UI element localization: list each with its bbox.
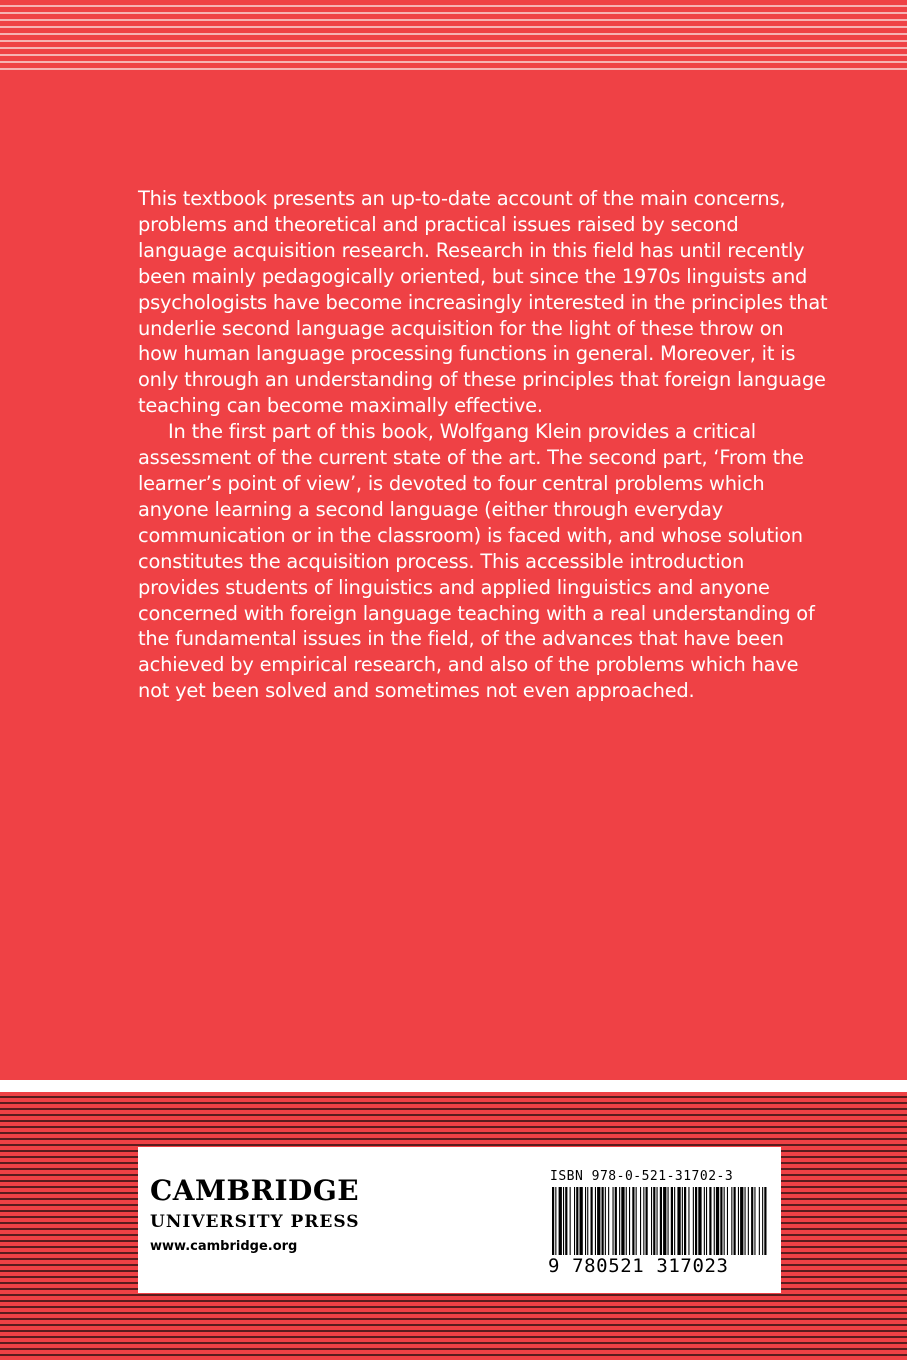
- barcode-bar: [619, 1187, 620, 1255]
- barcode-bar: [602, 1187, 604, 1255]
- barcode-bar: [762, 1187, 763, 1255]
- barcode-bar: [563, 1187, 564, 1255]
- blurb-paragraph-2: In the first part of this book, Wolfgang Klein provides a critical assessment of the current state of the art. The second part, ‘From the learner’s point of view’, is devoted to four central problems which anyone learning a second language (either through everyday communication or in the classroom) is faced with, and whose solution constitutes the acquisition process. This accessible introduction provides students of linguistics and applied linguistics and anyone concerned with foreign language teaching with a real understanding of the fundamental issues in the field, of the advances that have been achieved by empirical research, and also of the problems which have not yet been solved and sometimes not even approached.: [138, 420, 815, 703]
- barcode-bar: [621, 1187, 624, 1255]
- barcode-bar: [706, 1187, 707, 1255]
- barcode-bar: [651, 1187, 652, 1255]
- barcode-bar: [597, 1187, 600, 1255]
- barcode-bar: [632, 1187, 634, 1255]
- barcode-bar: [693, 1187, 694, 1255]
- barcode-bar: [674, 1187, 675, 1255]
- barcode-bar: [727, 1187, 728, 1255]
- barcode-bar: [615, 1187, 617, 1255]
- isbn-label: ISBN 978-0-521-31702-3: [550, 1169, 734, 1184]
- barcode-image: [550, 1187, 772, 1255]
- barcode-bar: [671, 1187, 673, 1255]
- barcode-bar: [695, 1187, 697, 1255]
- barcode-bar: [640, 1187, 641, 1255]
- barcode-bar: [646, 1187, 648, 1255]
- back-cover-blurb: [138, 186, 828, 704]
- barcode-bar: [608, 1187, 609, 1255]
- barcode-bar: [714, 1187, 715, 1255]
- barcode-bar: [660, 1187, 662, 1255]
- barcode-bar: [738, 1187, 739, 1255]
- barcode-bar: [657, 1187, 658, 1255]
- barcode-bar: [555, 1187, 556, 1255]
- barcode-bar: [698, 1187, 701, 1255]
- barcode-bar: [580, 1187, 583, 1255]
- publisher-logo-name: CAMBRIDGE: [150, 1174, 360, 1207]
- publisher-logo-subtitle: UNIVERSITY PRESS: [150, 1212, 360, 1232]
- barcode-bar: [636, 1187, 637, 1255]
- barcode-bar: [748, 1187, 749, 1255]
- blurb-paragraph-1: This textbook presents an up-to-date account of the main concerns, problems and theoretical and practical issues raised by second language acquisition research. Research in this field has until recently been mainly pedagogically oriented, but since the 1970s linguists and psychologists have become increasingly interested in the principles that underlie second language acquisition for the light of these throw on how human language processing functions in general. Moreover, it is only through an understanding of these principles that foreign language teaching can become maximally effective.: [138, 187, 828, 418]
- white-divider: [0, 1080, 907, 1092]
- barcode-bar: [585, 1187, 586, 1255]
- barcode-bar: [559, 1187, 562, 1255]
- publisher-label-box: [138, 1147, 781, 1293]
- top-stripe-band: [0, 0, 907, 70]
- barcode-bar: [731, 1187, 732, 1255]
- barcode-bar: [759, 1187, 760, 1255]
- barcode-bar: [724, 1187, 725, 1255]
- barcode-bar: [626, 1187, 627, 1255]
- barcode-bar: [565, 1187, 567, 1255]
- barcode-bar: [668, 1187, 669, 1255]
- barcode-bar: [591, 1187, 593, 1255]
- barcode-digits: 9 780521 317023: [548, 1255, 729, 1277]
- barcode-bar: [740, 1187, 743, 1255]
- publisher-website: www.cambridge.org: [150, 1239, 298, 1254]
- barcode-bar: [716, 1187, 719, 1255]
- barcode-bar: [576, 1187, 578, 1255]
- barcode-bar: [653, 1187, 655, 1255]
- barcode-bar: [704, 1187, 705, 1255]
- barcode-bar: [643, 1187, 644, 1255]
- barcode-bar: [734, 1187, 736, 1255]
- barcode-bar: [754, 1187, 755, 1255]
- barcode-bar: [574, 1187, 575, 1255]
- barcode-bar: [595, 1187, 596, 1255]
- barcode-bar: [684, 1187, 686, 1255]
- barcode-bar: [682, 1187, 683, 1255]
- barcode-bar: [552, 1187, 554, 1255]
- barcode-bar: [587, 1187, 588, 1255]
- barcode-bar: [663, 1187, 666, 1255]
- barcode-bar: [688, 1187, 689, 1255]
- barcode-bar: [709, 1187, 711, 1255]
- barcode-bar: [764, 1187, 766, 1255]
- barcode-bar: [570, 1187, 571, 1255]
- barcode-bar: [751, 1187, 753, 1255]
- barcode-bar: [605, 1187, 606, 1255]
- barcode-bar: [745, 1187, 746, 1255]
- barcode-bar: [720, 1187, 722, 1255]
- barcode-bar: [677, 1187, 680, 1255]
- barcode-bar: [613, 1187, 614, 1255]
- barcode-bar: [629, 1187, 630, 1255]
